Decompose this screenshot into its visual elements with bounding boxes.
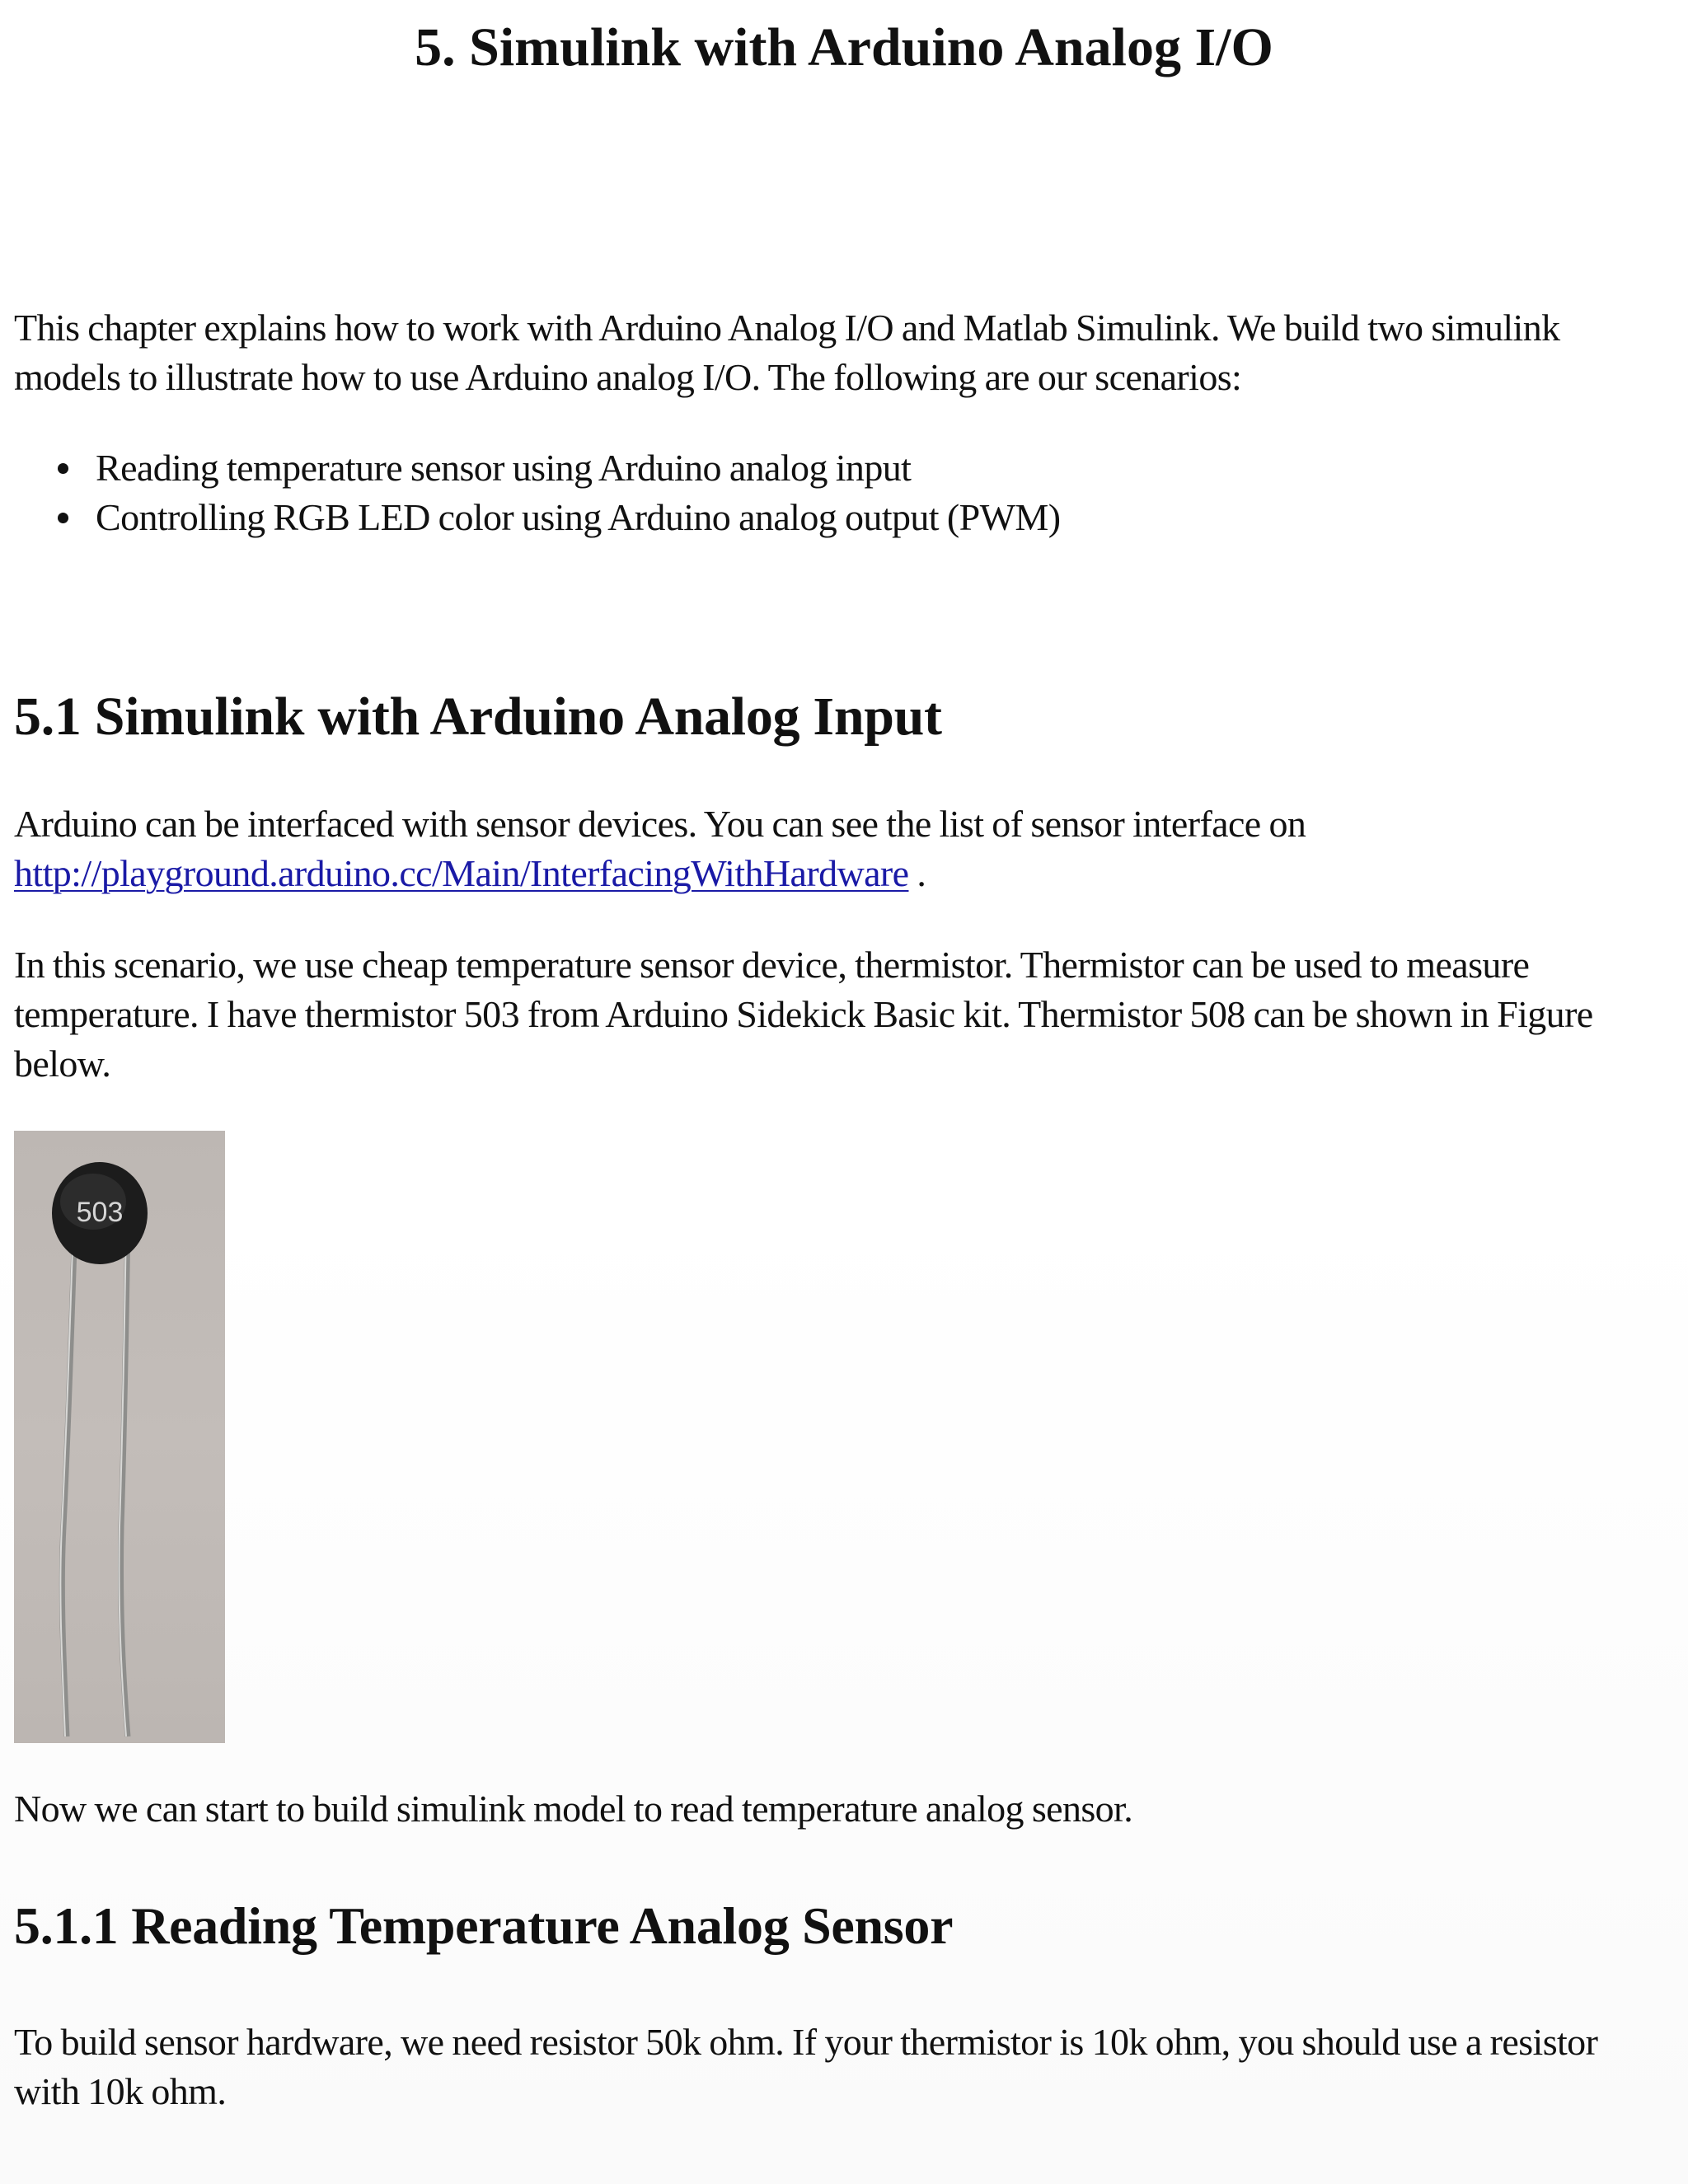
sensors-text: Arduino can be interfaced with sensor devices. You can see the list of sensor interface on [14,803,1306,845]
scenario-list [58,443,1060,542]
scenario-paragraph: In this scenario, we use cheap temperature sensor device, thermistor. Thermistor can be used to measure temperature. I have thermistor 503 from Arduino Sidekick Basic kit. Thermistor 508 can be shown in Figure below. [14,944,1593,1085]
sensors-paragraph [14,799,1671,898]
bullet-icon [58,463,68,474]
thermistor-illustration [14,1131,225,1743]
bullet-icon [58,513,68,523]
interfacing-hardware-link[interactable]: http://playground.arduino.cc/Main/InterfacingWithHardware [14,852,909,894]
sensors-end: . [908,852,926,894]
thermistor-label: 503 [76,1197,124,1228]
list-item-text: Reading temperature sensor using Arduino analog input [96,447,912,489]
list-item [58,493,1060,542]
resistor-paragraph: To build sensor hardware, we need resistor 50k ohm. If your thermistor is 10k ohm, you should use a resistor with 10k ohm. [14,2021,1598,2112]
thermistor-photo [14,1131,225,1743]
now-paragraph: Now we can start to build simulink model to read temperature analog sensor. [14,1788,1133,1830]
section-heading-5-1: 5.1 Simulink with Arduino Analog Input [14,687,942,747]
chapter-title: 5. Simulink with Arduino Analog I/O [415,17,1273,77]
section-heading-5-1-1: 5.1.1 Reading Temperature Analog Sensor [14,1896,954,1955]
intro-paragraph: This chapter explains how to work with Arduino Analog I/O and Matlab Simulink. We build two simulink models to illustrate how to use Arduino analog I/O. The following are our scenarios: [14,307,1560,398]
list-item-text: Controlling RGB LED color using Arduino analog output (PWM) [96,496,1061,538]
list-item [58,443,1060,493]
